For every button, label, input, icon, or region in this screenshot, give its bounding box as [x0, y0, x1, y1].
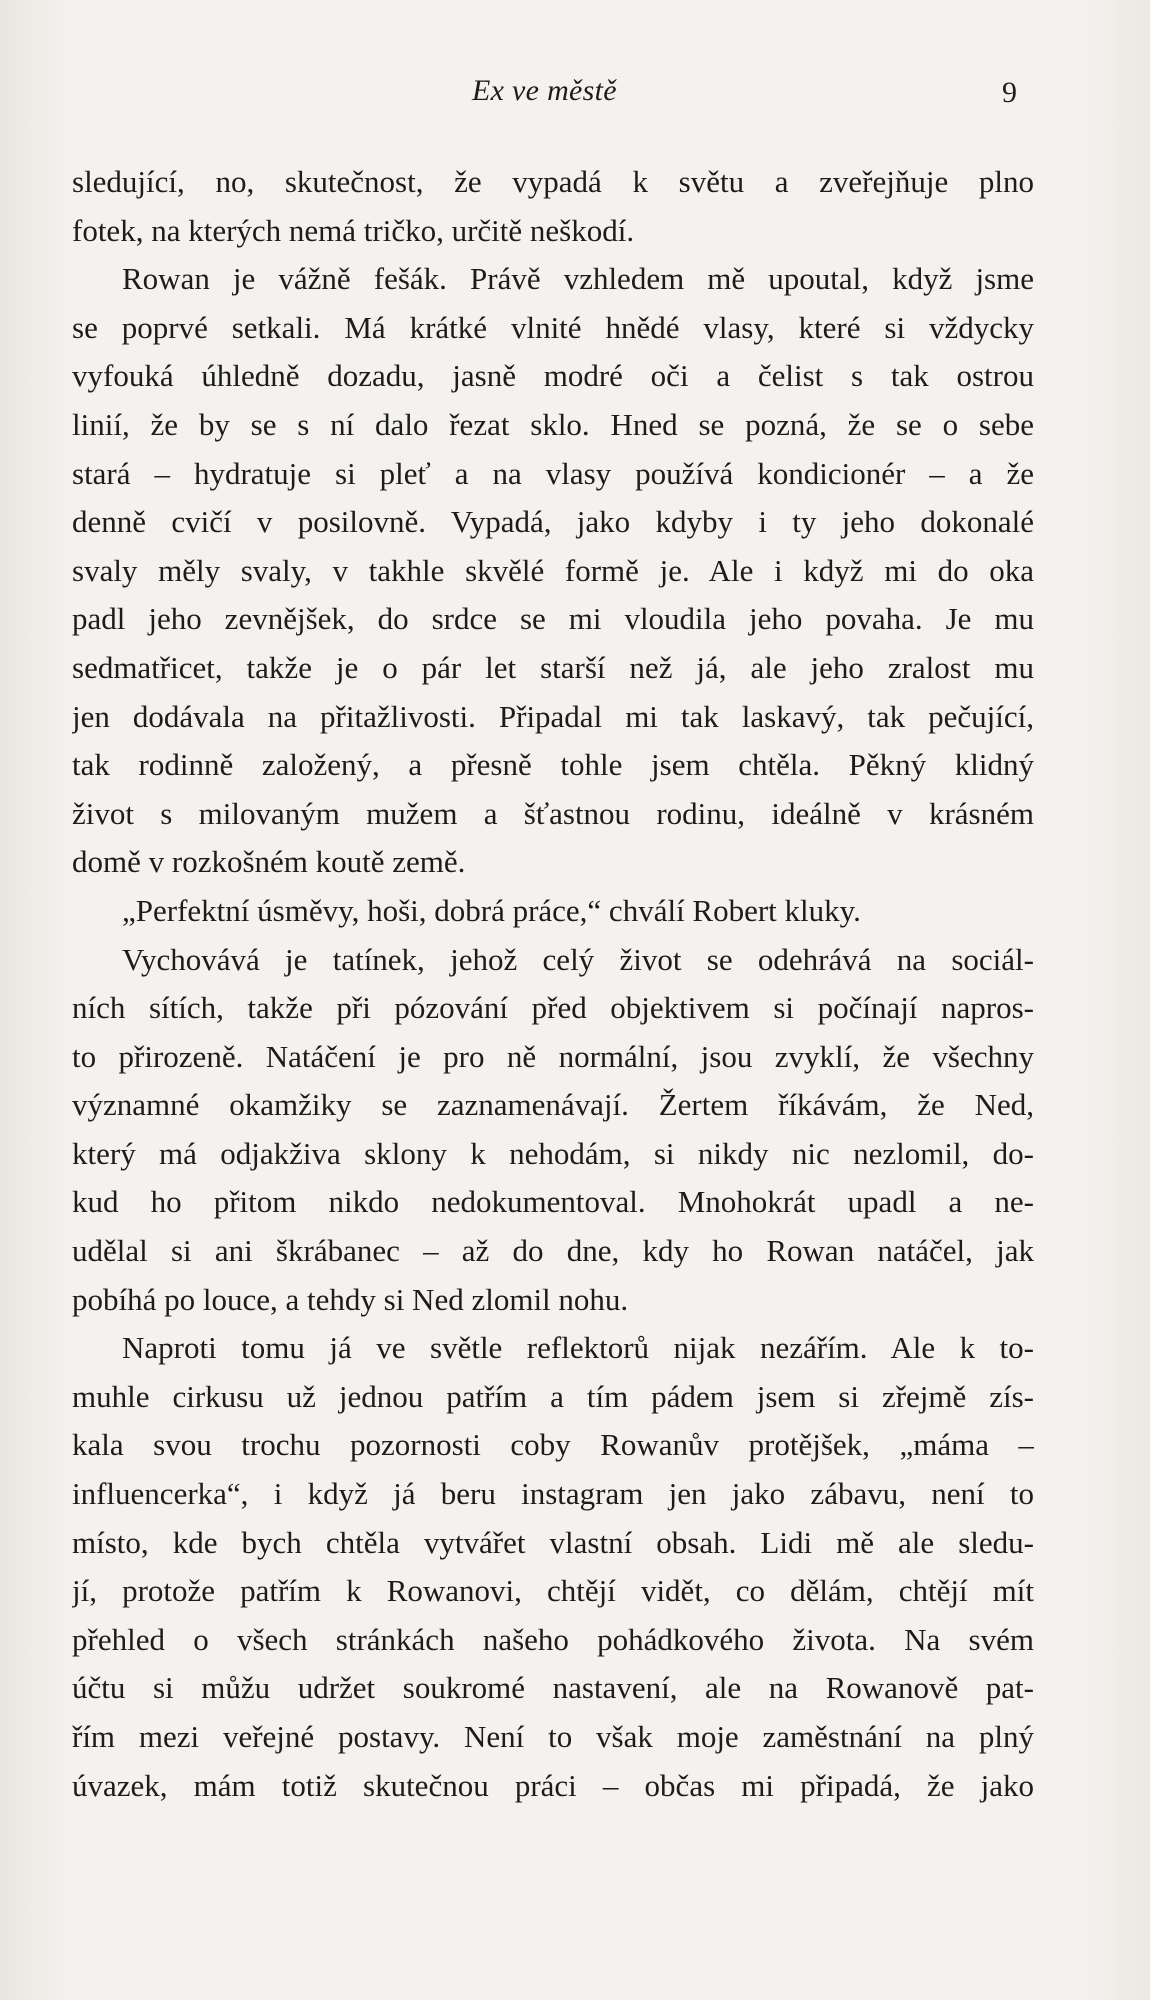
text-line: se poprvé setkali. Má krátké vlnité hnědé vlasy, které si vždycky — [72, 309, 1034, 345]
text-line: kud ho přitom nikdo nedokumentoval. Mnohokrát upadl a ne- — [72, 1184, 1034, 1220]
text-line: padl jeho zevnějšek, do srdce se mi vloudila jeho povaha. Je mu — [72, 601, 1034, 637]
text-line: udělal si ani škrábanec – až do dne, kdy ho Rowan natáčel, jak — [72, 1233, 1034, 1269]
text-line: svaly měly svaly, v takhle skvělé formě je. Ale i když mi do oka — [72, 552, 1034, 588]
text-line: muhle cirkusu už jednou patřím a tím pádem jsem si zřejmě zís- — [72, 1378, 1034, 1414]
text-line: přehled o všech stránkách našeho pohádkového života. Na svém — [72, 1621, 1034, 1657]
text-line: to přirozeně. Natáčení je pro ně normální, jsou zvyklí, že všechny — [72, 1038, 1034, 1074]
text-line: sedmatřicet, takže je o pár let starší než já, ale jeho zralost mu — [72, 649, 1034, 685]
text-line: úvazek, mám totiž skutečnou práci – občas mi připadá, že jako — [72, 1767, 1034, 1803]
text-line: domě v rozkošném koutě země. — [72, 844, 466, 880]
text-line: kala svou trochu pozornosti coby Rowanův protějšek, „máma – — [72, 1427, 1034, 1463]
running-header — [0, 74, 1150, 114]
text-line: pobíhá po louce, a tehdy si Ned zlomil nohu. — [72, 1281, 629, 1317]
text-line: tak rodinně založený, a přesně tohle jsem chtěla. Pěkný klidný — [72, 747, 1034, 783]
text-line: ních sítích, takže při pózování před objektivem si počínají napros- — [72, 990, 1034, 1026]
text-line: účtu si můžu udržet soukromé nastavení, ale na Rowanově pat- — [72, 1670, 1034, 1706]
text-line: významné okamžiky se zaznamenávají. Žertem říkávám, že Ned, — [72, 1087, 1034, 1123]
text-line: „Perfektní úsměvy, hoši, dobrá práce,“ chválí Robert kluky. — [122, 892, 861, 928]
text-line: vyfouká úhledně dozadu, jasně modré oči a čelist s tak ostrou — [72, 358, 1034, 394]
text-line: Naproti tomu já ve světle reflektorů nijak nezářím. Ale k to- — [122, 1330, 1034, 1366]
text-line: influencerka“, i když já beru instagram jen jako zábavu, není to — [72, 1476, 1034, 1512]
chapter-title: Ex ve městě — [472, 74, 617, 107]
text-line: život s milovaným mužem a šťastnou rodinu, ideálně v krásném — [72, 795, 1034, 831]
text-line: stará – hydratuje si pleť a na vlasy používá kondicionér – a že — [72, 455, 1034, 491]
text-line: který má odjakživa sklony k nehodám, si nikdy nic nezlomil, do- — [72, 1135, 1034, 1171]
text-line: denně cvičí v posilovně. Vypadá, jako kdyby i ty jeho dokonalé — [72, 504, 1034, 540]
text-line: sledující, no, skutečnost, že vypadá k světu a zveřejňuje plno — [72, 164, 1034, 199]
page-number: 9 — [1002, 76, 1017, 109]
body-text — [72, 158, 1034, 1810]
text-line: Vychovává je tatínek, jehož celý život se odehrává na sociál- — [122, 941, 1034, 977]
text-line: fotek, na kterých nemá tričko, určitě neškodí. — [72, 212, 635, 248]
text-line: jen dodávala na přitažlivosti. Připadal mi tak laskavý, tak pečující, — [72, 698, 1034, 734]
text-line: jí, protože patřím k Rowanovi, chtějí vidět, co dělám, chtějí mít — [72, 1573, 1034, 1609]
text-line: místo, kde bych chtěla vytvářet vlastní obsah. Lidi mě ale sledu- — [72, 1524, 1034, 1560]
text-line: Rowan je vážně fešák. Právě vzhledem mě upoutal, když jsme — [122, 261, 1034, 297]
text-line: linií, že by se s ní dalo řezat sklo. Hned se pozná, že se o sebe — [72, 406, 1034, 442]
text-line: řím mezi veřejné postavy. Není to však moje zaměstnání na plný — [72, 1719, 1034, 1754]
